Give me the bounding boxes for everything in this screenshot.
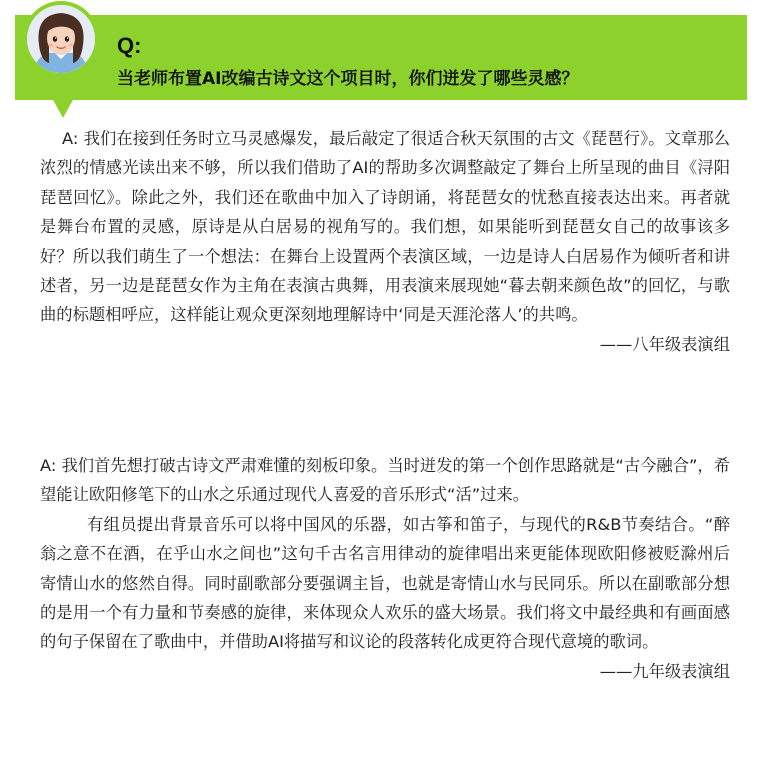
- answer-paragraph: 有组员提出背景音乐可以将中国风的乐器，如古筝和笛子，与现代的R&B节奏结合。“醉翁之意不在酒，在乎山水之间也”这句千古名言用律动的旋律唱出来更能体现欧阳修被贬滁州后寄情山水的悠然自得。同时副歌部分要强调主旨，也就是寄情山水与民同乐。所以在副歌部分想的是用一个有力量和节奏感的旋律，来体现众人欢乐的盛大场景。我们将文中最经典和有画面感的句子保留在了歌曲中，并借助AI将描写和议论的段落转化成更符合现代意境的歌词。: [40, 514, 730, 652]
- question-label: Q:: [117, 33, 142, 58]
- avatar-frame: [23, 1, 99, 77]
- answer-signature: [40, 657, 730, 686]
- question-text: 当老师布置AI改编古诗文这个项目时，你们迸发了哪些灵感？: [117, 69, 579, 89]
- signature-text: ——八年级表演组: [599, 334, 730, 354]
- girl-avatar-icon: [27, 5, 95, 73]
- answer-paragraph: A: 我们首先想打破古诗文严肃难懂的刻板印象。当时迸发的第一个创作思路就是“古今融合”，希望能让欧阳修笔下的山水之乐通过现代人喜爱的音乐形式“活”过来。: [40, 456, 730, 505]
- answer-paragraph: A: 我们在接到任务时立马灵感爆发，最后敲定了很适合秋天氛围的古文《琵琶行》。文章那么浓烈的情感光读出来不够，所以我们借助了AI的帮助多次调整敲定了舞台上所呈现的曲目《浔阳琵琶回忆》。除此之外，我们还在歌曲中加入了诗朗诵，将琵琶女的忧愁直接表达出来。再者就是舞台布置的灵感，原诗是从白居易的视角写的。我们想，如果能听到琵琶女自己的故事该多好？所以我们萌生了一个想法：在舞台上设置两个表演区域，一边是诗人白居易作为倾听者和讲述者，另一边是琵琶女作为主角在表演古典舞，用表演来展现她“暮去朝来颜色故”的回忆，与歌曲的标题相呼应，这样能让观众更深刻地理解诗中‘同是天涯沦落人’的共鸣。: [40, 129, 730, 325]
- avatar: [27, 5, 95, 73]
- answer-block-grade9: [40, 451, 730, 686]
- speech-bubble-tail: [52, 98, 74, 118]
- signature-text: ——九年级表演组: [599, 661, 730, 681]
- answer-block-grade8: [40, 124, 730, 359]
- answer-signature: [40, 330, 730, 359]
